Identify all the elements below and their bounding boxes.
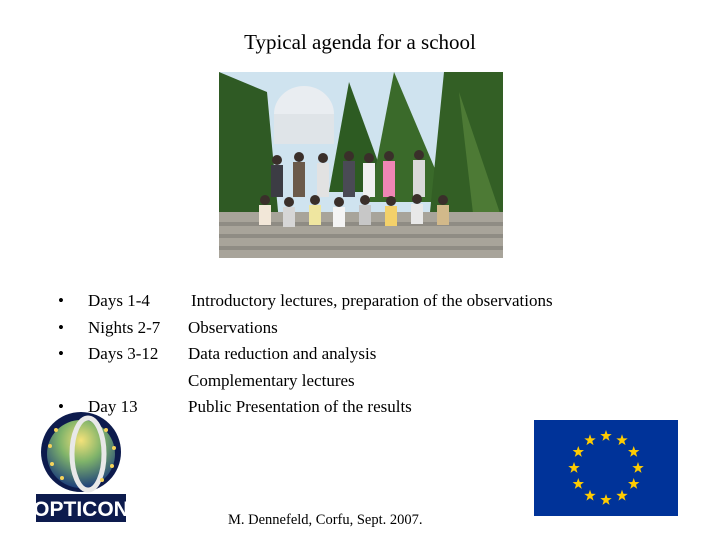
agenda-activity: Observations <box>188 317 278 337</box>
bullet: • <box>58 344 64 363</box>
agenda-activity: Public Presentation of the results <box>188 397 412 416</box>
agenda-time: Nights 2-7 <box>88 317 161 337</box>
footer-credit: M. Dennefeld, Corfu, Sept. 2007. <box>228 512 423 528</box>
agenda-time: Days 3-12 <box>88 344 159 363</box>
opticon-logo-text: OPTICON <box>36 498 126 521</box>
agenda-activity: Introductory lectures, preparation of the observations <box>191 291 553 310</box>
agenda-activity: Complementary lectures <box>188 370 355 390</box>
bullet: • <box>58 291 64 310</box>
slide-title: Typical agenda for a school <box>244 30 476 54</box>
agenda-time: Days 1-4 <box>88 291 150 310</box>
agenda-time: Day 13 <box>88 397 138 416</box>
opticon-logo <box>36 410 126 522</box>
bullet: • <box>58 317 64 337</box>
group-photo-image <box>219 72 503 258</box>
bullet: • <box>58 397 64 416</box>
agenda-activity: Data reduction and analysis <box>188 344 377 363</box>
eu-flag-icon <box>534 420 678 516</box>
